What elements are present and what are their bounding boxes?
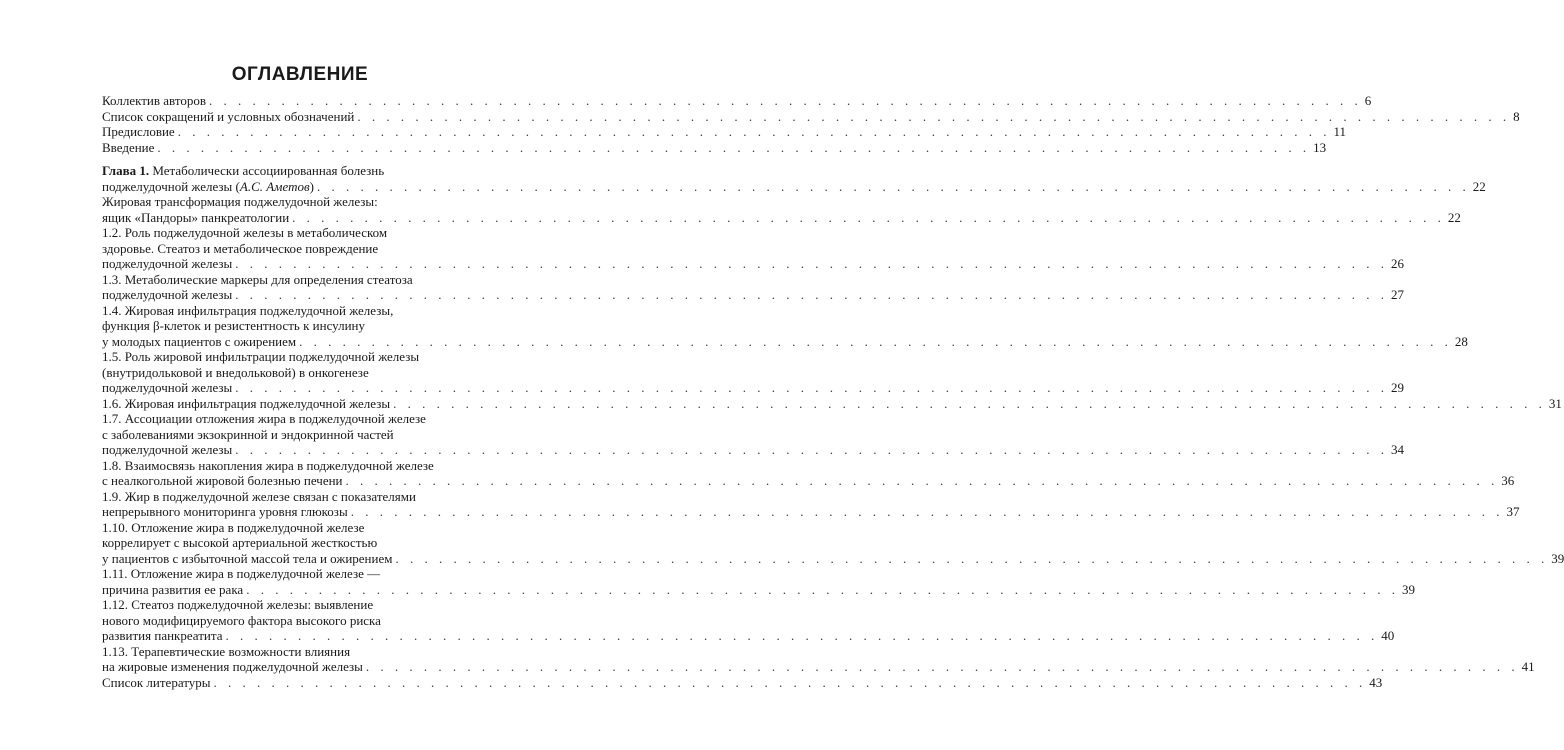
- page-number: 26: [1391, 256, 1405, 271]
- toc-entry[interactable]: [102, 519, 1564, 567]
- leader-dots: . . . . . . . . . . . . . . . . . . . . . . . . . . . . . . . . . . . . . . . . . . . . . . . . . . . . . . . . . . . . . . . . . . . . . . . . . . . . . . . .: [350, 504, 1504, 519]
- leader-dots: . . . . . . . . . . . . . . . . . . . . . . . . . . . . . . . . . . . . . . . . . . . . . . . . . . . . . . . . . . . . . . . . . . . . . . . . . . . . . . . .: [357, 108, 1511, 124]
- toc-entry-text: Коллектив авторов: [102, 93, 206, 108]
- toc-entry-text: коррелирует с высокой артериальной жесткостью: [102, 535, 378, 550]
- page-number: 39: [1401, 581, 1415, 597]
- toc-entry[interactable]: [102, 302, 1468, 350]
- toc-entry[interactable]: [102, 395, 1562, 412]
- page-title: ОГЛАВЛЕНИЕ: [231, 64, 369, 85]
- page-number: 34: [1391, 442, 1405, 457]
- toc-entry-text: поджелудочной железы: [102, 442, 233, 457]
- toc-entry-text: с неалкогольной жировой болезнью печени: [102, 473, 343, 488]
- toc-entry-text: здоровье. Стеатоз и метаболическое повреждение: [102, 240, 379, 256]
- front-matter: [102, 93, 1520, 155]
- page-number: 40: [1381, 628, 1395, 643]
- leader-dots: . . . . . . . . . . . . . . . . . . . . . . . . . . . . . . . . . . . . . . . . . . . . . . . . . . . . . . . . . . . . . . . . . . . . . . . . . . . . . . . .: [157, 139, 1311, 155]
- toc-entry-text: на жировые изменения поджелудочной железы: [102, 659, 363, 674]
- page-number: 6: [1364, 93, 1372, 108]
- toc-entry-text: у пациентов с избыточной массой тела и ожирением: [102, 550, 393, 566]
- toc-entry[interactable]: [102, 488, 1520, 520]
- leader-dots: . . . . . . . . . . . . . . . . . . . . . . . . . . . . . . . . . . . . . . . . . . . . . . . . . . . . . . . . . . . . . . . . . . . . . . . . . . . . . . . .: [235, 380, 1389, 395]
- leader-dots: . . . . . . . . . . . . . . . . . . . . . . . . . . . . . . . . . . . . . . . . . . . . . . . . . . . . . . . . . . . . . . . . . . . . . . . . . . . . . . . .: [299, 333, 1452, 349]
- leader-dots: . . . . . . . . . . . . . . . . . . . . . . . . . . . . . . . . . . . . . . . . . . . . . . . . . . . . . . . . . . . . . . . . . . . . . . . . . . . . . . . .: [235, 442, 1389, 457]
- table-of-contents: [102, 93, 1564, 690]
- leader-dots: . . . . . . . . . . . . . . . . . . . . . . . . . . . . . . . . . . . . . . . . . . . . . . . . . . . . . . . . . . . . . . . . . . . . . . . . . . . . . . . .: [235, 287, 1389, 302]
- toc-entry[interactable]: [102, 124, 1346, 140]
- page-number: 22: [1447, 209, 1461, 225]
- page-number: 11: [1333, 124, 1346, 139]
- toc-entry-text: 1.10. Отложение жира в поджелудочной железе: [102, 519, 365, 535]
- toc-entry[interactable]: [102, 566, 1415, 597]
- leader-dots: . . . . . . . . . . . . . . . . . . . . . . . . . . . . . . . . . . . . . . . . . . . . . . . . . . . . . . . . . . . . . . . . . . . . . . . . . . . . . . . .: [235, 256, 1389, 271]
- page-number: 22: [1472, 178, 1486, 194]
- leader-dots: . . . . . . . . . . . . . . . . . . . . . . . . . . . . . . . . . . . . . . . . . . . . . . . . . . . . . . . . . . . . . . . . . . . . . . . . . . . . . . . .: [316, 178, 1470, 194]
- section-list: [102, 194, 1564, 690]
- toc-entry-text: 1.2. Роль поджелудочной железы в метаболическом: [102, 225, 388, 240]
- toc-entry-text: развития панкреатита: [102, 628, 223, 643]
- page-number: 39: [1551, 550, 1564, 566]
- toc-entry[interactable]: [102, 139, 1327, 156]
- toc-entry-text: Список сокращений и условных обозначений: [102, 108, 355, 124]
- page-number: 41: [1521, 659, 1535, 674]
- toc-entry-text: (внутридольковой и внедольковой) в онкогенезе: [102, 364, 369, 380]
- page-number: 8: [1513, 108, 1520, 124]
- chapter-label: Глава 1.: [102, 163, 150, 178]
- toc-entry-text: Предисловие: [102, 124, 175, 139]
- chapter-author: А.С. Аметов: [239, 178, 310, 194]
- toc-entry-text: непрерывного мониторинга уровня глюкозы: [102, 504, 348, 519]
- toc-entry[interactable]: [102, 225, 1405, 272]
- toc-entry[interactable]: [102, 597, 1395, 644]
- page-number: 27: [1391, 287, 1405, 302]
- leader-dots: . . . . . . . . . . . . . . . . . . . . . . . . . . . . . . . . . . . . . . . . . . . . . . . . . . . . . . . . . . . . . . . . . . . . . . . . . . . . . . . .: [365, 659, 1519, 674]
- toc-entry-text: Введение: [102, 139, 155, 155]
- toc-entry-text: 1.7. Ассоциации отложения жира в поджелудочной железе: [102, 411, 426, 426]
- toc-entry-text: функция β-клеток и резистентность к инсулину: [102, 318, 366, 333]
- leader-dots: . . . . . . . . . . . . . . . . . . . . . . . . . . . . . . . . . . . . . . . . . . . . . . . . . . . . . . . . . . . . . . . . . . . . . . . . . . . . . . . .: [292, 209, 1445, 225]
- toc-entry-text: Список литературы: [102, 674, 211, 690]
- chapter-title-line: поджелудочной железы (А.С. Аметов): [102, 178, 314, 194]
- page-number: 36: [1501, 473, 1515, 488]
- toc-entry-text: 1.4. Жировая инфильтрация поджелудочной железы,: [102, 302, 394, 318]
- toc-entry[interactable]: [102, 93, 1372, 109]
- toc-entry[interactable]: [102, 271, 1405, 303]
- leader-dots: . . . . . . . . . . . . . . . . . . . . . . . . . . . . . . . . . . . . . . . . . . . . . . . . . . . . . . . . . . . . . . . . . . . . . . . . . . . . . . . .: [246, 581, 1399, 597]
- leader-dots: . . . . . . . . . . . . . . . . . . . . . . . . . . . . . . . . . . . . . . . . . . . . . . . . . . . . . . . . . . . . . . . . . . . . . . . . . . . . . . . .: [225, 628, 1379, 643]
- toc-entry[interactable]: [102, 349, 1405, 396]
- toc-entry[interactable]: [102, 643, 1535, 675]
- leader-dots: . . . . . . . . . . . . . . . . . . . . . . . . . . . . . . . . . . . . . . . . . . . . . . . . . . . . . . . . . . . . . . . . . . . . . . . . . . . . . . . .: [395, 550, 1549, 566]
- toc-entry-text: поджелудочной железы: [102, 287, 233, 302]
- leader-dots: . . . . . . . . . . . . . . . . . . . . . . . . . . . . . . . . . . . . . . . . . . . . . . . . . . . . . . . . . . . . . . . . . . . . . . . . . . . . . . . .: [177, 124, 1331, 139]
- toc-entry-text: 1.12. Стеатоз поджелудочной железы: выявление: [102, 597, 374, 612]
- page-number: 28: [1454, 333, 1468, 349]
- toc-entry[interactable]: [102, 194, 1461, 225]
- divider: [102, 155, 510, 163]
- leader-dots: . . . . . . . . . . . . . . . . . . . . . . . . . . . . . . . . . . . . . . . . . . . . . . . . . . . . . . . . . . . . . . . . . . . . . . . . . . . . . . . .: [393, 395, 1546, 411]
- page-number: 13: [1313, 139, 1327, 155]
- toc-entry-text: нового модифицируемого фактора высокого риска: [102, 612, 381, 628]
- toc-entry-text: 1.8. Взаимосвязь накопления жира в поджелудочной железе: [102, 457, 434, 473]
- toc-entry-text: у молодых пациентов с ожирением: [102, 333, 297, 349]
- page-number: 29: [1391, 380, 1405, 395]
- toc-entry-text: причина развития ее рака: [102, 581, 244, 597]
- leader-dots: . . . . . . . . . . . . . . . . . . . . . . . . . . . . . . . . . . . . . . . . . . . . . . . . . . . . . . . . . . . . . . . . . . . . . . . . . . . . . . . .: [213, 674, 1367, 690]
- toc-entry[interactable]: [102, 674, 1383, 691]
- toc-entry-text: поджелудочной железы: [102, 256, 233, 271]
- toc-entry-text: с заболеваниями экзокринной и эндокринной частей: [102, 426, 394, 442]
- page-number: 37: [1506, 504, 1520, 519]
- leader-dots: . . . . . . . . . . . . . . . . . . . . . . . . . . . . . . . . . . . . . . . . . . . . . . . . . . . . . . . . . . . . . . . . . . . . . . . . . . . . . . . .: [209, 93, 1362, 108]
- page-number: 43: [1369, 674, 1383, 690]
- toc-entry-text: 1.3. Метаболические маркеры для определения стеатоза: [102, 271, 413, 287]
- toc-entry-text: 1.9. Жир в поджелудочной железе связан с показателями: [102, 488, 416, 504]
- toc-entry-text: 1.5. Роль жировой инфильтрации поджелудочной железы: [102, 349, 420, 364]
- toc-entry-text: ящик «Пандоры» панкреатологии: [102, 209, 290, 225]
- chapter-title-line: Метаболически ассоциированная болезнь: [149, 163, 385, 178]
- toc-entry[interactable]: [102, 457, 1515, 489]
- toc-entry[interactable]: [102, 411, 1405, 458]
- toc-entry-text: 1.6. Жировая инфильтрация поджелудочной железы: [102, 395, 391, 411]
- toc-entry[interactable]: [102, 108, 1520, 125]
- leader-dots: . . . . . . . . . . . . . . . . . . . . . . . . . . . . . . . . . . . . . . . . . . . . . . . . . . . . . . . . . . . . . . . . . . . . . . . . . . . . . . . .: [345, 473, 1499, 488]
- toc-entry-text: 1.13. Терапевтические возможности влияния: [102, 643, 351, 659]
- chapter-heading[interactable]: [102, 163, 1486, 194]
- page-number: 31: [1548, 395, 1562, 411]
- toc-entry-text: Жировая трансформация поджелудочной железы:: [102, 194, 378, 209]
- toc-entry-text: поджелудочной железы: [102, 380, 233, 395]
- toc-entry-text: 1.11. Отложение жира в поджелудочной железе —: [102, 566, 381, 581]
